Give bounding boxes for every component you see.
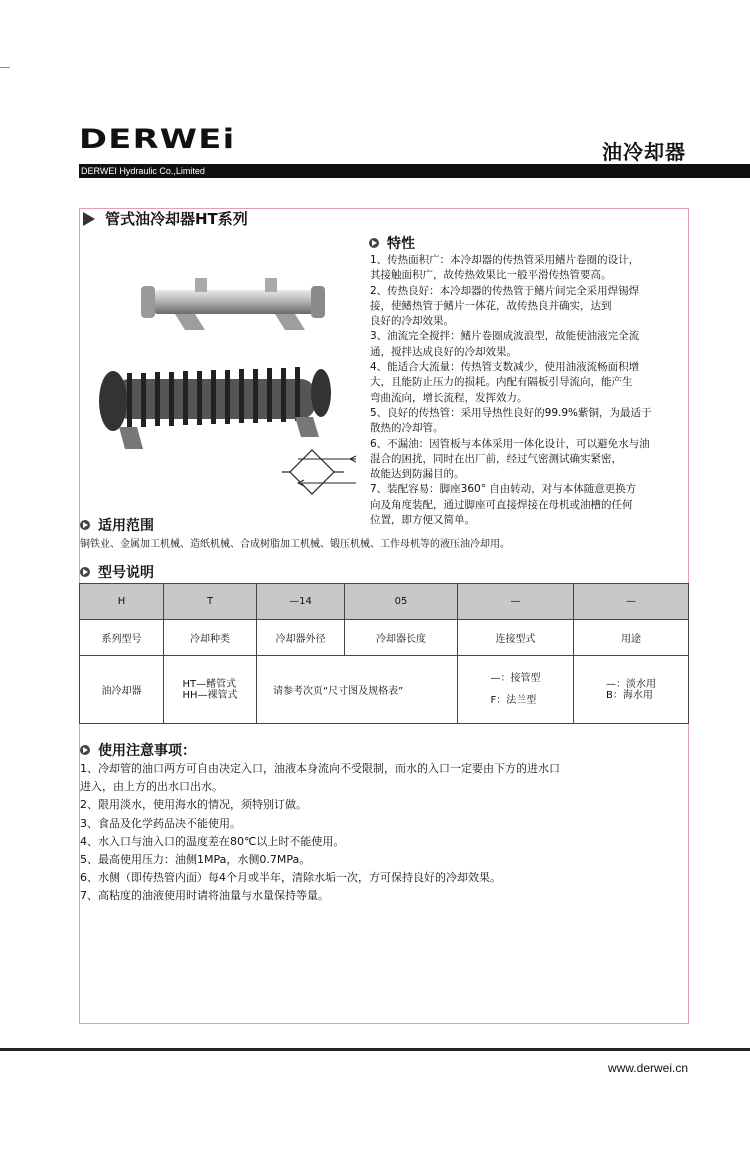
header-cell: 用途 [574, 620, 689, 656]
features-list [370, 253, 690, 528]
note-item: 1、冷却管的油口两方可自由决定入口，油液本身流向不受限制，而水的入口一定要由下方的进水口 进入，由上方的出水口出水。 [80, 762, 560, 794]
connection-2: F：法兰型 [490, 694, 537, 706]
connection-cell [458, 656, 574, 724]
series-heading [83, 208, 248, 229]
features-heading [369, 233, 415, 253]
table-row [80, 584, 689, 620]
usage-title: 适用范围 [98, 518, 154, 534]
page-title: 油冷却器 [602, 140, 686, 164]
header-cell: 冷却种类 [164, 620, 257, 656]
series-title: 管式油冷却器HT系列 [105, 210, 248, 228]
feature-item: 2、传热良好：本冷却器的传热管于鳍片间完全采用焊锡焊 接，使鳍热管于鳍片一体花，故传热良并确实，达到 良好的冷却效果。 [370, 284, 640, 328]
notes-list [80, 760, 680, 906]
feature-item: 3、油流完全搅拌：鳍片卷圈成波浪型，故能使油液完全流 通，搅拌达成良好的冷却效果。 [370, 330, 640, 358]
notes-heading [80, 740, 196, 760]
header-cell: 连接型式 [458, 620, 574, 656]
note-item: 2、限用淡水，使用海水的情况，须特别订做。 [80, 798, 307, 812]
bullet-icon [80, 520, 90, 530]
cooler-image-finned [95, 357, 335, 452]
note-item: 5、最高使用压力：油侧1MPa，水侧0.7MPa。 [80, 853, 311, 867]
triangle-icon [83, 212, 95, 226]
cooling-type-1: HT—鳍管式 [182, 678, 237, 690]
note-item: 6、水侧（即传热管内面）每4个月或半年，清除水垢一次，方可保持良好的冷却效果。 [80, 871, 501, 885]
crop-mark [0, 67, 10, 68]
bullet-icon [369, 238, 379, 248]
feature-item: 7、装配容易：脚座360° 自由转动，对与本体随意更换方 向及角度装配，通过脚座可直接焊接在母机或油槽的任何 位置，即方便又简单。 [370, 483, 637, 527]
table-row [80, 620, 689, 656]
series-cell: 油冷却器 [80, 656, 164, 724]
footer-url[interactable]: www.derwei.cn [607, 1061, 688, 1075]
header-cell: 冷却器长度 [345, 620, 458, 656]
feature-item: 4、能适合大流量：传热管支数减少，使用油液流畅面积增 大，且能防止压力的损耗。内配有隔板引导流向，能产生 弯曲流向，增长流程，发挥效力。 [370, 361, 640, 404]
header-cell: 系列型号 [80, 620, 164, 656]
features-title: 特性 [387, 236, 415, 252]
model-table [79, 583, 689, 724]
code-cell: —14 [257, 584, 345, 620]
use-1: —：淡水用 [606, 678, 656, 690]
code-cell: 05 [345, 584, 458, 620]
note-item: 4、水入口与油入口的温度差在80℃以上时不能使用。 [80, 834, 345, 848]
header-cell: 冷却器外径 [257, 620, 345, 656]
notes-title: 使用注意事项： [98, 743, 196, 759]
table-row [80, 656, 689, 724]
code-cell: T [164, 584, 257, 620]
use-cell [574, 656, 689, 724]
usage-heading [80, 515, 154, 535]
cooling-type-2: HH—裸管式 [182, 689, 238, 701]
usage-text: 铜铁业、金属加工机械、造纸机械、合成树脂加工机械、锻压机械、工作母机等的液压油冷却用。 [80, 539, 510, 550]
company-bar [79, 164, 750, 178]
company-logo: DERWEi [79, 124, 236, 155]
model-title: 型号说明 [98, 565, 154, 581]
footer-divider [0, 1048, 750, 1051]
note-item: 7、高粘度的油液使用时请将油量与水量保持等量。 [80, 889, 329, 903]
code-cell: — [574, 584, 689, 620]
feature-item: 5、良好的传热管：采用导热性良好的99.9%紫铜，为最适于 散热的冷却管。 [370, 406, 652, 435]
note-item: 3、食品及化学药品决不能使用。 [80, 816, 241, 830]
code-cell: — [458, 584, 574, 620]
feature-item: 6、不漏油：因管板与本体采用一体化设计，可以避免水与油 混合的困扰，同时在出厂前，经过气密测试确实紧密， 故能达到防漏目的。 [370, 437, 650, 481]
use-2: B：海水用 [606, 689, 653, 701]
company-name: DERWEI Hydraulic Co.,Limited [81, 166, 205, 176]
feature-item: 1、传热面积广：本冷却器的传热管采用鳍片卷圈的设计， 其接触面积广，故传热效果比一般平滑传热管要高。 [370, 254, 640, 282]
bullet-icon [80, 745, 90, 755]
cooler-image-smooth [135, 272, 335, 342]
size-ref-cell: 请参考次页“尺寸图及规格表” [257, 656, 458, 724]
bullet-icon [80, 567, 90, 577]
cooling-type-cell [164, 656, 257, 724]
code-cell: H [80, 584, 164, 620]
connection-1: —：接管型 [490, 672, 541, 684]
cooler-symbol-icon [282, 447, 362, 501]
model-heading [80, 562, 154, 582]
